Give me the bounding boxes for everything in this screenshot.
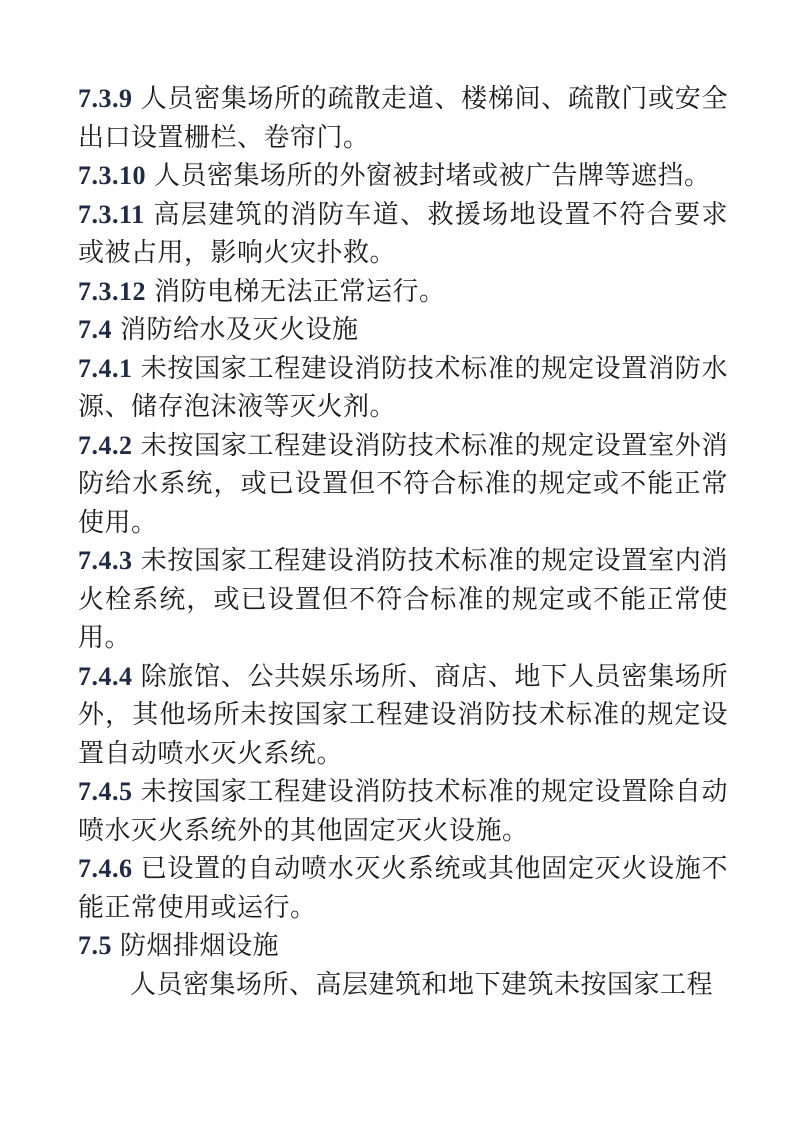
clause-number: 7.4.5 bbox=[78, 777, 133, 806]
clause-number: 7.4.4 bbox=[78, 661, 133, 691]
clause-text: 除旅馆、公共娱乐场所、商店、地下人员密集场所外，其他场所未按国家工程建设消防技术标准的规定设置自动喷水灭火系统。 bbox=[78, 661, 728, 769]
clause-number: 7.4.3 bbox=[78, 546, 133, 575]
section-title: 防烟排烟设施 bbox=[120, 931, 280, 961]
clause-text: 消防电梯无法正常运行。 bbox=[154, 276, 446, 307]
clause-7-4-2 bbox=[78, 427, 728, 543]
section-title: 消防给水及灭火设施 bbox=[120, 315, 359, 345]
clause-number: 7.4.6 bbox=[78, 854, 133, 883]
clause-7-4-5 bbox=[78, 773, 728, 850]
section-heading-7-5 bbox=[78, 927, 728, 966]
clause-text: 人员密集场所的疏散走道、楼梯间、疏散门或安全出口设置栅栏、卷帘门。 bbox=[78, 84, 728, 153]
clause-number: 7.3.10 bbox=[78, 161, 146, 190]
clause-text: 人员密集场所的外窗被封堵或被广告牌等遮挡。 bbox=[154, 161, 711, 191]
clause-7-3-11 bbox=[78, 196, 728, 273]
clause-text: 未按国家工程建设消防技术标准的规定设置消防水源、储存泡沫液等灭火剂。 bbox=[78, 353, 728, 422]
clause-7-4-4 bbox=[78, 658, 728, 774]
section-number: 7.5 bbox=[78, 931, 112, 960]
clause-text: 已设置的自动喷水灭火系统或其他固定灭火设施不能正常使用或运行。 bbox=[78, 854, 728, 923]
clause-7-4-1 bbox=[78, 350, 728, 427]
clause-7-4-6 bbox=[78, 850, 728, 927]
clause-7-3-12 bbox=[78, 273, 728, 312]
clause-number: 7.3.12 bbox=[78, 276, 146, 306]
clause-number: 7.3.9 bbox=[78, 84, 133, 113]
clause-text: 高层建筑的消防车道、救援场地设置不符合要求或被占用，影响火灾扑救。 bbox=[78, 199, 728, 268]
clause-text: 未按国家工程建设消防技术标准的规定设置除自动喷水灭火系统外的其他固定灭火设施。 bbox=[78, 777, 728, 846]
clause-7-3-9 bbox=[78, 80, 728, 157]
clause-7-3-10 bbox=[78, 157, 728, 196]
document-page bbox=[78, 80, 728, 1004]
section-body-text: 人员密集场所、高层建筑和地下建筑未按国家工程 bbox=[130, 969, 714, 1000]
clause-7-4-3 bbox=[78, 542, 728, 658]
clause-text: 未按国家工程建设消防技术标准的规定设置室外消防给水系统，或已设置但不符合标准的规定或不能正常使用。 bbox=[78, 430, 728, 538]
clause-number: 7.4.2 bbox=[78, 430, 133, 460]
clause-number: 7.3.11 bbox=[78, 199, 145, 229]
section-number: 7.4 bbox=[78, 315, 112, 344]
clause-number: 7.4.1 bbox=[78, 353, 133, 383]
section-heading-7-4 bbox=[78, 311, 728, 350]
clause-text: 未按国家工程建设消防技术标准的规定设置室内消火栓系统，或已设置但不符合标准的规定或不能正常使用。 bbox=[78, 546, 728, 653]
